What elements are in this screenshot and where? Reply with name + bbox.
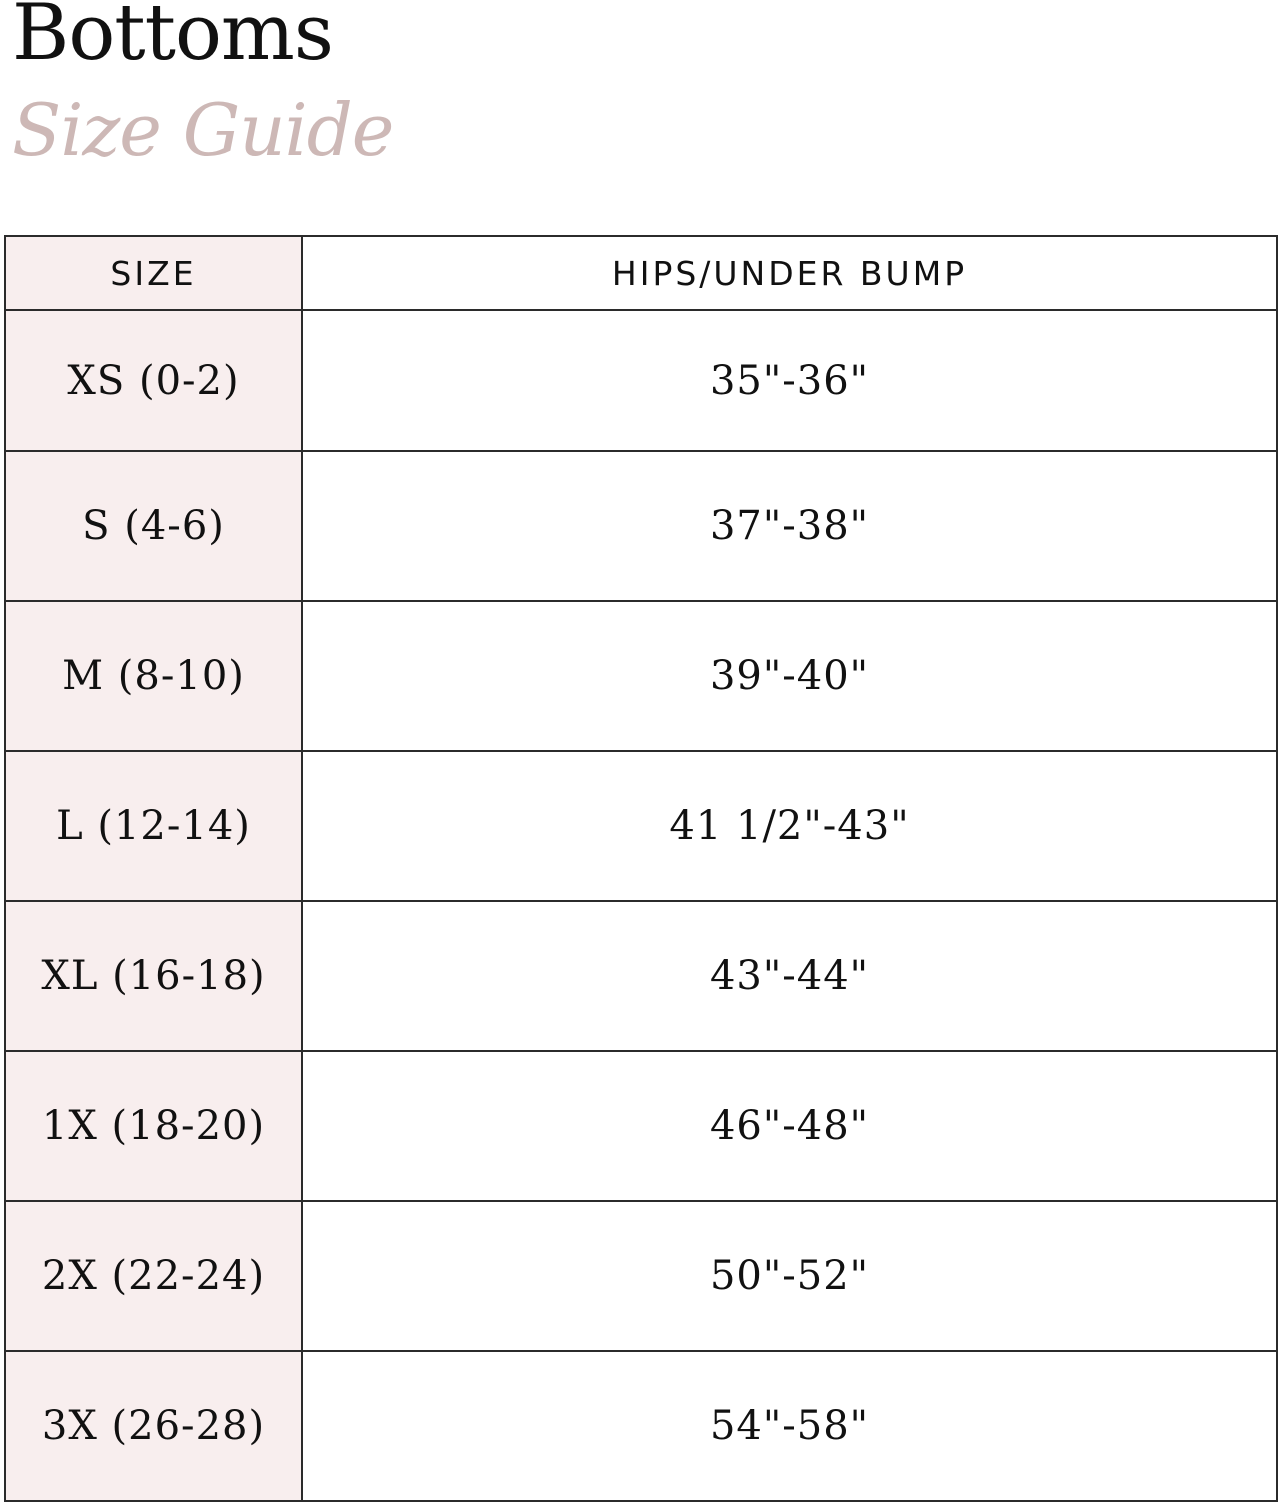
table-row bbox=[5, 601, 1277, 751]
hips-cell: 41 1/2"-43" bbox=[302, 751, 1277, 901]
hips-cell: 43"-44" bbox=[302, 901, 1277, 1051]
table-row bbox=[5, 451, 1277, 601]
size-cell: 1X (18-20) bbox=[5, 1051, 302, 1201]
size-cell: 2X (22-24) bbox=[5, 1201, 302, 1351]
hips-cell: 54"-58" bbox=[302, 1351, 1277, 1501]
table-row bbox=[5, 1351, 1277, 1501]
page-subtitle: Size Guide bbox=[12, 88, 394, 172]
column-header-size: SIZE bbox=[5, 236, 302, 310]
hips-cell: 46"-48" bbox=[302, 1051, 1277, 1201]
table-row bbox=[5, 310, 1277, 451]
size-cell: 3X (26-28) bbox=[5, 1351, 302, 1501]
table-row bbox=[5, 1051, 1277, 1201]
table-row bbox=[5, 751, 1277, 901]
table-row bbox=[5, 901, 1277, 1051]
column-header-hips: HIPS/UNDER BUMP bbox=[302, 236, 1277, 310]
hips-cell: 37"-38" bbox=[302, 451, 1277, 601]
size-cell: S (4-6) bbox=[5, 451, 302, 601]
size-cell: XL (16-18) bbox=[5, 901, 302, 1051]
hips-cell: 35"-36" bbox=[302, 310, 1277, 451]
size-cell: XS (0-2) bbox=[5, 310, 302, 451]
size-guide-table bbox=[4, 235, 1278, 1502]
size-cell: L (12-14) bbox=[5, 751, 302, 901]
hips-cell: 50"-52" bbox=[302, 1201, 1277, 1351]
table-header-row bbox=[5, 236, 1277, 310]
size-cell: M (8-10) bbox=[5, 601, 302, 751]
table-row bbox=[5, 1201, 1277, 1351]
hips-cell: 39"-40" bbox=[302, 601, 1277, 751]
page-title: Bottoms bbox=[12, 0, 333, 78]
